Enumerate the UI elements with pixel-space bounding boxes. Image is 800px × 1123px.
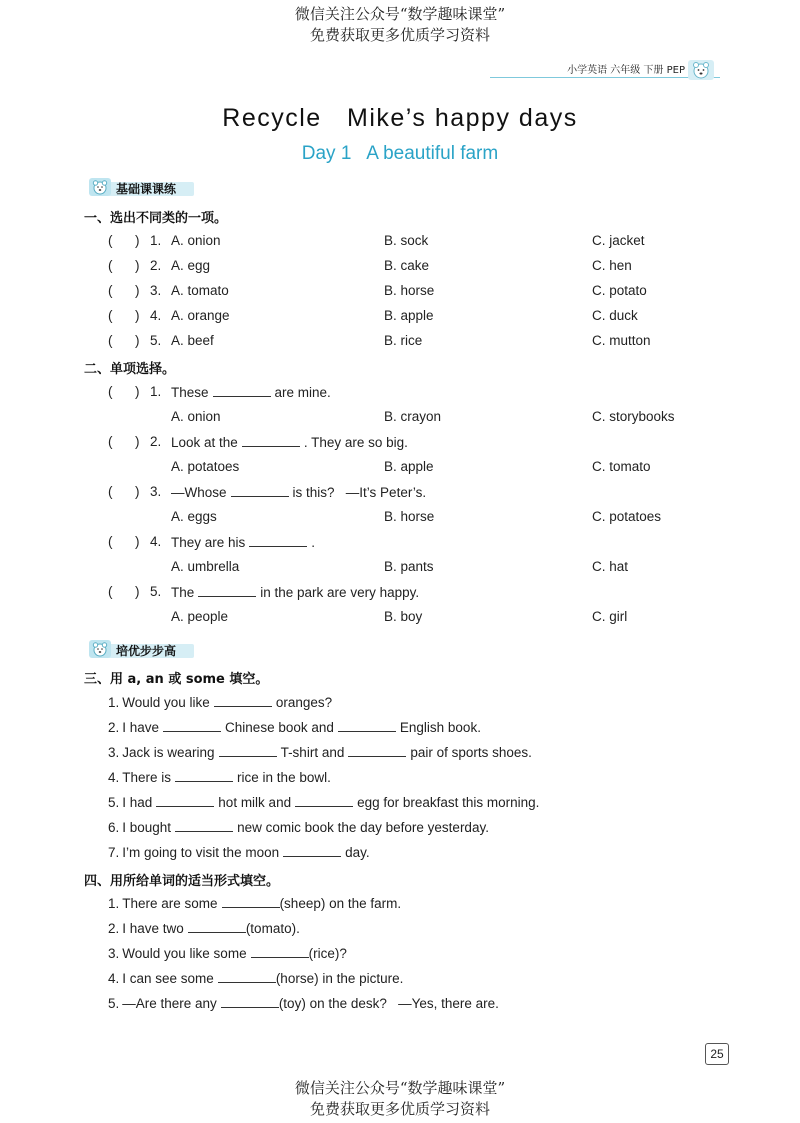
sentence-part-1: Would you like some bbox=[122, 946, 247, 961]
option-b: B. apple bbox=[384, 308, 434, 323]
option-a: A. beef bbox=[171, 333, 214, 348]
stem-before-blank: The bbox=[171, 585, 195, 600]
answer-paren[interactable]: ( ) bbox=[108, 233, 140, 248]
question-number: 1. bbox=[108, 695, 120, 710]
q2-heading: 二、单项选择。 bbox=[84, 362, 176, 377]
answer-blank[interactable] bbox=[175, 819, 233, 832]
sentence-part-2: (toy) on the desk? —Yes, there are. bbox=[278, 996, 499, 1011]
option-b: B. horse bbox=[384, 509, 435, 524]
q2-question-row bbox=[0, 534, 800, 552]
q3-row bbox=[108, 844, 370, 860]
watermark-line2: 免费获取更多优质学习资料 bbox=[309, 26, 490, 44]
answer-paren[interactable]: ( ) bbox=[108, 484, 140, 499]
answer-blank[interactable] bbox=[222, 895, 280, 908]
answer-paren[interactable]: ( ) bbox=[108, 308, 140, 323]
watermark-line1: 微信关注公众号“数学趣味课堂” bbox=[294, 5, 506, 23]
option-c: C. hat bbox=[592, 559, 629, 574]
question-number: 4. bbox=[150, 308, 162, 323]
sentence-part-2: hot milk and bbox=[218, 795, 292, 810]
answer-blank[interactable] bbox=[251, 945, 309, 958]
answer-blank[interactable] bbox=[214, 694, 272, 707]
answer-blank[interactable] bbox=[295, 794, 353, 807]
answer-blank[interactable] bbox=[175, 769, 233, 782]
q2-options-row bbox=[0, 409, 800, 427]
option-b: B. rice bbox=[384, 333, 423, 348]
sentence-part-1: I’m going to visit the moon bbox=[122, 845, 280, 860]
sentence-part-2: day. bbox=[345, 845, 370, 860]
bear-icon bbox=[88, 174, 112, 198]
answer-paren[interactable]: ( ) bbox=[108, 384, 140, 399]
answer-blank[interactable] bbox=[198, 584, 256, 597]
watermark-line1: 微信关注公众号“数学趣味课堂” bbox=[294, 1079, 506, 1097]
question-number: 3. bbox=[108, 946, 120, 961]
sentence-part-1: There is bbox=[122, 770, 172, 785]
q4-row bbox=[108, 970, 403, 986]
question-stem bbox=[171, 584, 419, 600]
option-b: B. boy bbox=[384, 609, 423, 624]
q3-row bbox=[108, 819, 489, 835]
option-b: B. apple bbox=[384, 459, 434, 474]
bear-mascot-icon bbox=[687, 58, 715, 82]
watermark-top bbox=[0, 4, 800, 46]
option-c: C. duck bbox=[592, 308, 638, 323]
section-tag-advanced bbox=[88, 640, 176, 660]
answer-blank[interactable] bbox=[156, 794, 214, 807]
q1-heading: 一、选出不同类的一项。 bbox=[84, 211, 228, 226]
answer-blank[interactable] bbox=[221, 995, 279, 1008]
answer-paren[interactable]: ( ) bbox=[108, 434, 140, 449]
option-a: A. eggs bbox=[171, 509, 217, 524]
option-c: C. girl bbox=[592, 609, 628, 624]
sentence-part-1: I have two bbox=[122, 921, 184, 936]
stem-after-blank: . They are so big. bbox=[303, 435, 408, 450]
question-number: 5. bbox=[108, 996, 120, 1011]
question-stem bbox=[171, 434, 408, 450]
option-c: C. storybooks bbox=[592, 409, 675, 424]
sentence-part-2: (tomato). bbox=[245, 921, 300, 936]
answer-blank[interactable] bbox=[218, 970, 276, 983]
sentence-part-1: I can see some bbox=[122, 971, 214, 986]
answer-blank[interactable] bbox=[163, 719, 221, 732]
sentence-part-2: (rice)? bbox=[308, 946, 347, 961]
answer-paren[interactable]: ( ) bbox=[108, 258, 140, 273]
sentence-part-1: Jack is wearing bbox=[122, 745, 215, 760]
answer-blank[interactable] bbox=[242, 434, 300, 447]
q4-row bbox=[108, 895, 401, 911]
option-c: C. mutton bbox=[592, 333, 651, 348]
question-number: 6. bbox=[108, 820, 120, 835]
option-a: A. tomato bbox=[171, 283, 229, 298]
answer-paren[interactable]: ( ) bbox=[108, 534, 140, 549]
option-b: B. horse bbox=[384, 283, 435, 298]
page-subtitle: Day 1 A beautiful farm bbox=[301, 143, 499, 164]
sentence-part-2: Chinese book and bbox=[225, 720, 334, 735]
q1-row bbox=[0, 233, 800, 251]
stem-after-blank: are mine. bbox=[274, 385, 331, 400]
question-number: 2. bbox=[150, 258, 162, 273]
question-number: 7. bbox=[108, 845, 120, 860]
q2-question-row bbox=[0, 434, 800, 452]
q2-options-row bbox=[0, 559, 800, 577]
q4-heading: 四、用所给单词的适当形式填空。 bbox=[84, 874, 280, 889]
q2-question-row bbox=[0, 484, 800, 502]
watermark-bottom bbox=[0, 1078, 800, 1120]
q4-row bbox=[108, 945, 347, 961]
option-c: C. tomato bbox=[592, 459, 651, 474]
header-rule bbox=[490, 77, 720, 78]
question-number: 2. bbox=[108, 720, 120, 735]
sentence-part-2: rice in the bowl. bbox=[237, 770, 331, 785]
page-title: Recycle Mike’s happy days bbox=[222, 104, 578, 132]
answer-blank[interactable] bbox=[283, 844, 341, 857]
q1-row bbox=[0, 333, 800, 351]
option-a: A. orange bbox=[171, 308, 230, 323]
sentence-part-1: —Are there any bbox=[122, 996, 217, 1011]
q3-heading: 三、用 a, an 或 some 填空。 bbox=[84, 672, 269, 687]
watermark-line2: 免费获取更多优质学习资料 bbox=[309, 1100, 490, 1118]
answer-blank[interactable] bbox=[348, 744, 406, 757]
option-a: A. egg bbox=[171, 258, 211, 273]
option-b: B. cake bbox=[384, 258, 430, 273]
option-c: C. hen bbox=[592, 258, 632, 273]
q1-row bbox=[0, 258, 800, 276]
sentence-part-3: pair of sports shoes. bbox=[410, 745, 532, 760]
answer-paren[interactable]: ( ) bbox=[108, 283, 140, 298]
answer-blank[interactable] bbox=[188, 920, 246, 933]
sentence-part-2: (horse) in the picture. bbox=[275, 971, 404, 986]
option-b: B. sock bbox=[384, 233, 429, 248]
question-number: 3. bbox=[150, 283, 162, 298]
sentence-part-1: I have bbox=[122, 720, 160, 735]
q2-question-row bbox=[0, 384, 800, 402]
answer-paren[interactable]: ( ) bbox=[108, 333, 140, 348]
sentence-part-1: There are some bbox=[122, 896, 218, 911]
question-number: 1. bbox=[150, 384, 162, 399]
series-label: 小学英语 六年级 下册 PEP bbox=[567, 65, 685, 76]
question-number: 3. bbox=[108, 745, 120, 760]
answer-paren[interactable]: ( ) bbox=[108, 584, 140, 599]
sentence-part-2: (sheep) on the farm. bbox=[279, 896, 402, 911]
question-number: 3. bbox=[150, 484, 162, 499]
q1-row bbox=[0, 308, 800, 326]
question-stem bbox=[171, 484, 426, 500]
answer-blank[interactable] bbox=[231, 484, 289, 497]
question-stem bbox=[171, 384, 331, 400]
q2-options-row bbox=[0, 609, 800, 627]
question-number: 2. bbox=[108, 921, 120, 936]
question-number: 5. bbox=[150, 333, 162, 348]
option-c: C. potato bbox=[592, 283, 647, 298]
answer-blank[interactable] bbox=[249, 534, 307, 547]
answer-blank[interactable] bbox=[338, 719, 396, 732]
option-b: B. pants bbox=[384, 559, 434, 574]
sentence-part-3: English book. bbox=[399, 720, 481, 735]
question-number: 5. bbox=[108, 795, 120, 810]
option-a: A. onion bbox=[171, 233, 221, 248]
section-tag-basic bbox=[88, 178, 176, 198]
question-number: 4. bbox=[108, 770, 120, 785]
answer-blank[interactable] bbox=[219, 744, 277, 757]
stem-before-blank: Look at the bbox=[171, 435, 238, 450]
q3-row bbox=[108, 794, 539, 810]
sentence-part-2: oranges? bbox=[275, 695, 333, 710]
question-number: 2. bbox=[150, 434, 162, 449]
stem-after-blank: is this? —It’s Peter’s. bbox=[292, 485, 427, 500]
question-number: 1. bbox=[150, 233, 162, 248]
bear-icon bbox=[88, 636, 112, 660]
option-a: A. people bbox=[171, 609, 229, 624]
page-number: 25 bbox=[705, 1043, 729, 1065]
question-stem bbox=[171, 534, 315, 550]
sentence-part-3: egg for breakfast this morning. bbox=[357, 795, 540, 810]
q2-question-row bbox=[0, 584, 800, 602]
q4-row bbox=[108, 920, 300, 936]
stem-after-blank: . bbox=[311, 535, 316, 550]
q2-options-row bbox=[0, 459, 800, 477]
q2-options-row bbox=[0, 509, 800, 527]
option-c: C. potatoes bbox=[592, 509, 662, 524]
q3-row bbox=[108, 719, 481, 735]
q3-row bbox=[108, 744, 532, 760]
answer-blank[interactable] bbox=[213, 384, 271, 397]
question-number: 1. bbox=[108, 896, 120, 911]
question-number: 5. bbox=[150, 584, 162, 599]
section-tag-label: 培优步步高 bbox=[116, 643, 177, 658]
stem-after-blank: in the park are very happy. bbox=[260, 585, 420, 600]
q4-row bbox=[108, 995, 499, 1011]
option-a: A. umbrella bbox=[171, 559, 240, 574]
stem-before-blank: These bbox=[171, 385, 209, 400]
question-number: 4. bbox=[150, 534, 162, 549]
stem-before-blank: —Whose bbox=[171, 485, 227, 500]
option-b: B. crayon bbox=[384, 409, 442, 424]
stem-before-blank: They are his bbox=[171, 535, 246, 550]
q3-row bbox=[108, 769, 331, 785]
sentence-part-1: Would you like bbox=[122, 695, 210, 710]
q3-row bbox=[108, 694, 332, 710]
section-tag-label: 基础课课练 bbox=[116, 181, 177, 196]
option-c: C. jacket bbox=[592, 233, 645, 248]
sentence-part-1: I had bbox=[122, 795, 153, 810]
sentence-part-1: I bought bbox=[122, 820, 172, 835]
q1-row bbox=[0, 283, 800, 301]
sentence-part-2: new comic book the day before yesterday. bbox=[237, 820, 489, 835]
sentence-part-2: T-shirt and bbox=[280, 745, 345, 760]
question-number: 4. bbox=[108, 971, 120, 986]
option-a: A. potatoes bbox=[171, 459, 240, 474]
option-a: A. onion bbox=[171, 409, 221, 424]
